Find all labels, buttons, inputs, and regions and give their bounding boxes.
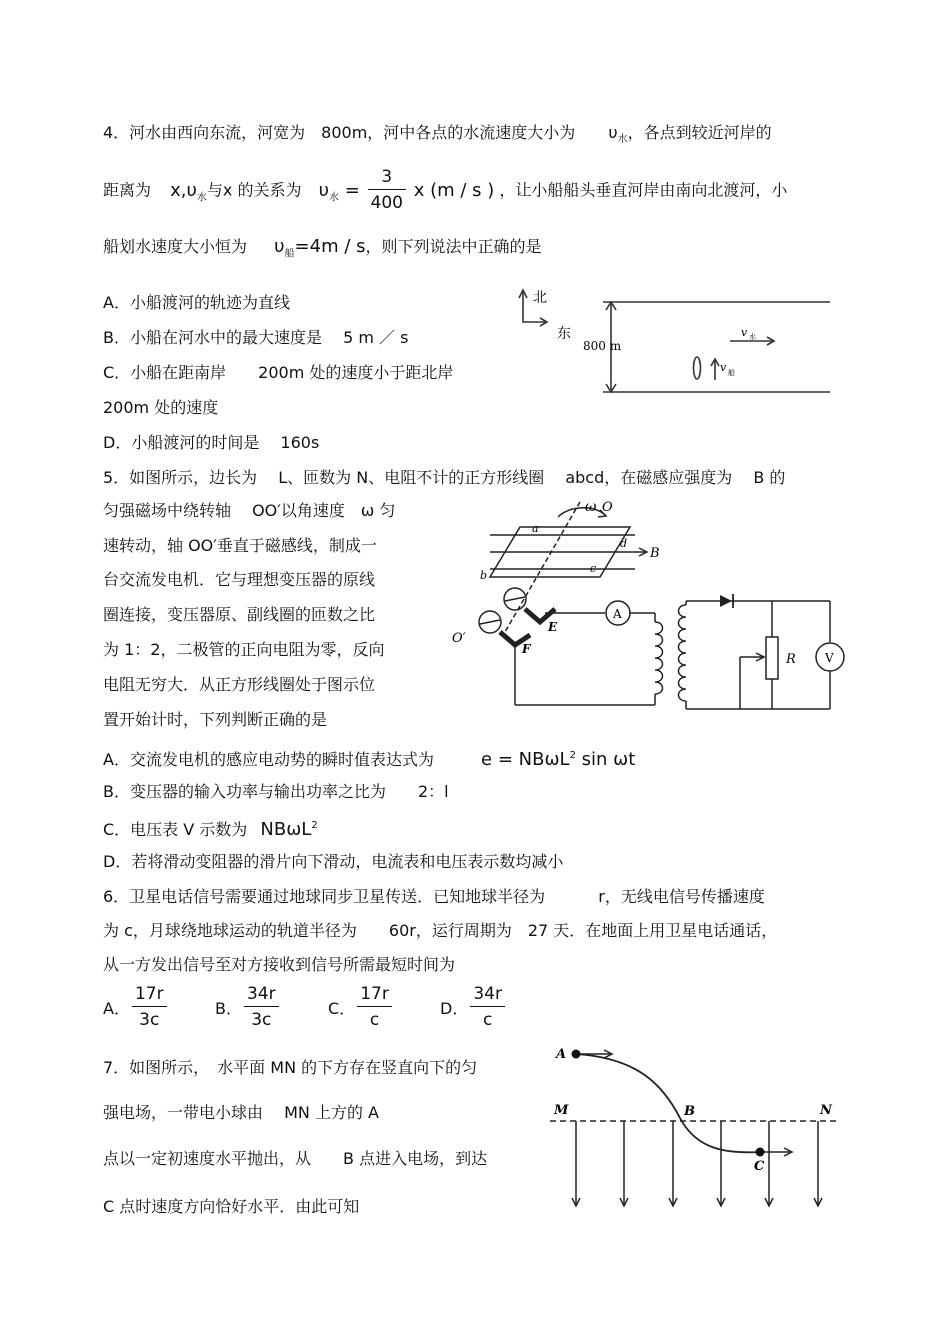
- q5-fig-a: a: [532, 522, 539, 535]
- q5-option-c-formula: [260, 819, 317, 840]
- q7-line3: 点以一定初速度水平抛出，从 B 点进入电场，到达: [103, 1149, 488, 1168]
- q5-option-a-f2: sin ωt: [581, 749, 636, 770]
- q5-fig-b-field: B: [650, 546, 660, 561]
- q4-fig-width: 800 m: [583, 339, 622, 353]
- q5-option-d: D．若将滑动变阻器的滑片向下滑动，电流表和电压表示数均减小: [103, 852, 564, 871]
- q4-river-figure: [515, 282, 835, 400]
- q4-line3: [103, 236, 542, 266]
- q5-generator-figure: [450, 497, 850, 719]
- q4-line1-text: 4．河水由西向东流，河宽为 800m，河中各点的水流速度大小为: [103, 123, 576, 142]
- q4-line2-b-sub: 水: [196, 192, 207, 204]
- q7-line2: 强电场，一带电小球由 MN 上方的 A: [103, 1103, 379, 1122]
- q6-option-b-den: 3c: [251, 1010, 272, 1030]
- q5-fig-f: F: [522, 642, 531, 656]
- q5-option-a-f1: e = NBωL: [481, 749, 570, 770]
- q4-v-boat-value: =4m / s: [294, 236, 366, 257]
- q6-option-b-num: 34r: [244, 982, 279, 1007]
- q4-line2-b: [170, 179, 207, 204]
- q6-line3: 从一方发出信号至对方接收到信号所需最短时间为: [103, 955, 456, 974]
- q5-fig-voltmeter: V: [825, 651, 834, 665]
- q4-v-boat-symbol: υ: [274, 236, 285, 257]
- q4-option-c-cont: 200m 处的速度: [103, 398, 219, 417]
- q6-option-a-frac: [132, 982, 167, 1033]
- q4-line2-a: 距离为: [103, 180, 152, 200]
- q6-option-a-num: 17r: [132, 982, 167, 1007]
- q6-option-d-num: 34r: [470, 982, 505, 1007]
- q6-option-d-frac: [470, 982, 505, 1033]
- q7-fig-a: A: [556, 1047, 567, 1062]
- q4-v-sub: 水: [617, 134, 628, 146]
- q5-option-c-f: NBωL: [260, 819, 312, 840]
- q7-fig-m: M: [554, 1103, 569, 1118]
- q5-line4: 台交流发电机．它与理想变压器的原线: [103, 570, 376, 589]
- q6-option-b: [215, 982, 281, 1033]
- q4-fig-vwater: v: [741, 326, 748, 339]
- q4-line3-d: ，则下列说法中正确的是: [365, 237, 542, 256]
- q6-line2: 为 c，月球绕地球运动的轨道半径为 60r，运行周期为 27 天．在地面上用卫星电话通话，: [103, 921, 778, 940]
- q5-fig-r: R: [786, 652, 796, 667]
- q4-option-a: A．小船渡河的轨迹为直线: [103, 293, 290, 312]
- q4-formula-unit: x (m / s ): [413, 179, 495, 201]
- q4-line2-b-text: x,υ: [170, 179, 197, 201]
- q4-fraction: [368, 165, 406, 216]
- q6-option-a-den: 3c: [139, 1010, 160, 1030]
- q5-option-b: B．变压器的输入功率与输出功率之比为 2：l: [103, 782, 449, 801]
- q7-fig-b: B: [684, 1104, 695, 1119]
- q4-line2-c: 与x 的关系为: [206, 180, 302, 200]
- q5-option-a-formula: [481, 749, 635, 770]
- q6-option-c: [328, 982, 394, 1033]
- q6-option-d-den: c: [482, 1010, 493, 1030]
- q6-option-b-frac: [244, 982, 279, 1033]
- q4-v-water: [608, 123, 628, 146]
- q5-fig-d: d: [620, 537, 628, 550]
- q5-fig-ammeter: A: [613, 607, 622, 621]
- q4-option-c: C．小船在距南岸 200m 处的速度小于距北岸: [103, 363, 454, 382]
- q4-line3-a: 船划水速度大小恒为: [103, 237, 248, 256]
- q7-line4: C 点时速度方向恰好水平．由此可知: [103, 1197, 360, 1216]
- q5-line8: 置开始计时，下列判断正确的是: [103, 710, 328, 729]
- q5-line5: 圈连接，变压器原、副线圈的匝数之比: [103, 605, 376, 624]
- q6-option-c-den: c: [369, 1010, 380, 1030]
- q5-line1: 5．如图所示，边长为 L、匝数为 N、电阻不计的正方形线圈 abcd，在磁感应强度为 B 的: [103, 468, 786, 487]
- q4-line2: [103, 165, 787, 223]
- q4-fig-vboat: v: [720, 361, 727, 374]
- q5-option-a-sup: 2: [569, 750, 576, 761]
- q6-option-c-num: 17r: [357, 982, 392, 1007]
- q6-option-a: [103, 982, 169, 1033]
- q5-line7: 电阻无穷大．从正方形线圈处于图示位: [103, 675, 376, 694]
- q4-formula: [318, 167, 495, 213]
- q4-formula-v: υ: [318, 179, 329, 201]
- q4-fig-north: 北: [533, 290, 547, 306]
- q7-fig-c: C: [754, 1159, 765, 1174]
- q4-line2-f: ，让小船船头垂直河岸由南向北渡河，小: [499, 180, 788, 200]
- q4-option-b: B．小船在河水中的最大速度是 5 m ／ s: [103, 328, 409, 347]
- q5-fig-omega: ω: [585, 499, 597, 515]
- q4-fraction-num: 3: [368, 165, 406, 190]
- q4-formula-sub: 水: [328, 192, 339, 204]
- q4-v-symbol: υ: [608, 123, 618, 142]
- q6-line1: 6．卫星电话信号需要通过地球同步卫星传送．已知地球半径为 r，无线电信号传播速度: [103, 887, 765, 906]
- q5-line6: 为 1：2，二极管的正向电阻为零，反向: [103, 640, 385, 659]
- q4-fig-vboat-sub: 船: [728, 369, 735, 377]
- q6-options: [103, 982, 623, 1042]
- q5-fig-o: O: [602, 500, 613, 515]
- q5-option-c-sup: 2: [311, 820, 318, 831]
- q5-option-c-text: C．电压表 V 示数为: [103, 820, 248, 839]
- q4-option-d: D．小船渡河的时间是 160s: [103, 433, 320, 452]
- q7-field-figure: [548, 1040, 848, 1215]
- q6-option-c-label: C．: [328, 999, 356, 1018]
- q4-line1: [103, 122, 772, 151]
- q6-option-b-label: B．: [215, 999, 242, 1018]
- q7-line1: 7．如图所示， 水平面 MN 的下方存在竖直向下的匀: [103, 1058, 478, 1077]
- q5-fig-e: E: [548, 620, 558, 634]
- q6-option-c-frac: [357, 982, 392, 1033]
- q4-formula-eq: =: [344, 179, 360, 201]
- q4-line1-end: ，各点到较近河岸的: [627, 123, 772, 142]
- q6-option-d: [440, 982, 507, 1033]
- q4-v-boat: [274, 236, 366, 260]
- q5-line3: 速转动，轴 OO′垂直于磁感线，制成一: [103, 536, 377, 555]
- q4-v-boat-sub: 船: [284, 248, 295, 260]
- q6-option-a-label: A．: [103, 999, 130, 1018]
- q5-option-a-text: A．交流发电机的感应电动势的瞬时值表达式为: [103, 750, 434, 769]
- q6-option-d-label: D．: [440, 999, 469, 1018]
- q5-line2: 匀强磁场中绕转轴 OO′以角速度 ω 匀: [103, 501, 396, 520]
- q4-fig-east: 东: [557, 326, 571, 342]
- q7-fig-n: N: [820, 1103, 832, 1118]
- q5-fig-o2: O′: [452, 631, 466, 646]
- q5-option-c: [103, 815, 318, 841]
- q5-fig-b: b: [480, 569, 488, 582]
- q5-fig-c: c: [590, 562, 597, 575]
- q5-option-a: [103, 745, 635, 771]
- q4-fraction-den: 400: [370, 193, 403, 213]
- q4-fig-vwater-sub: 水: [749, 333, 756, 341]
